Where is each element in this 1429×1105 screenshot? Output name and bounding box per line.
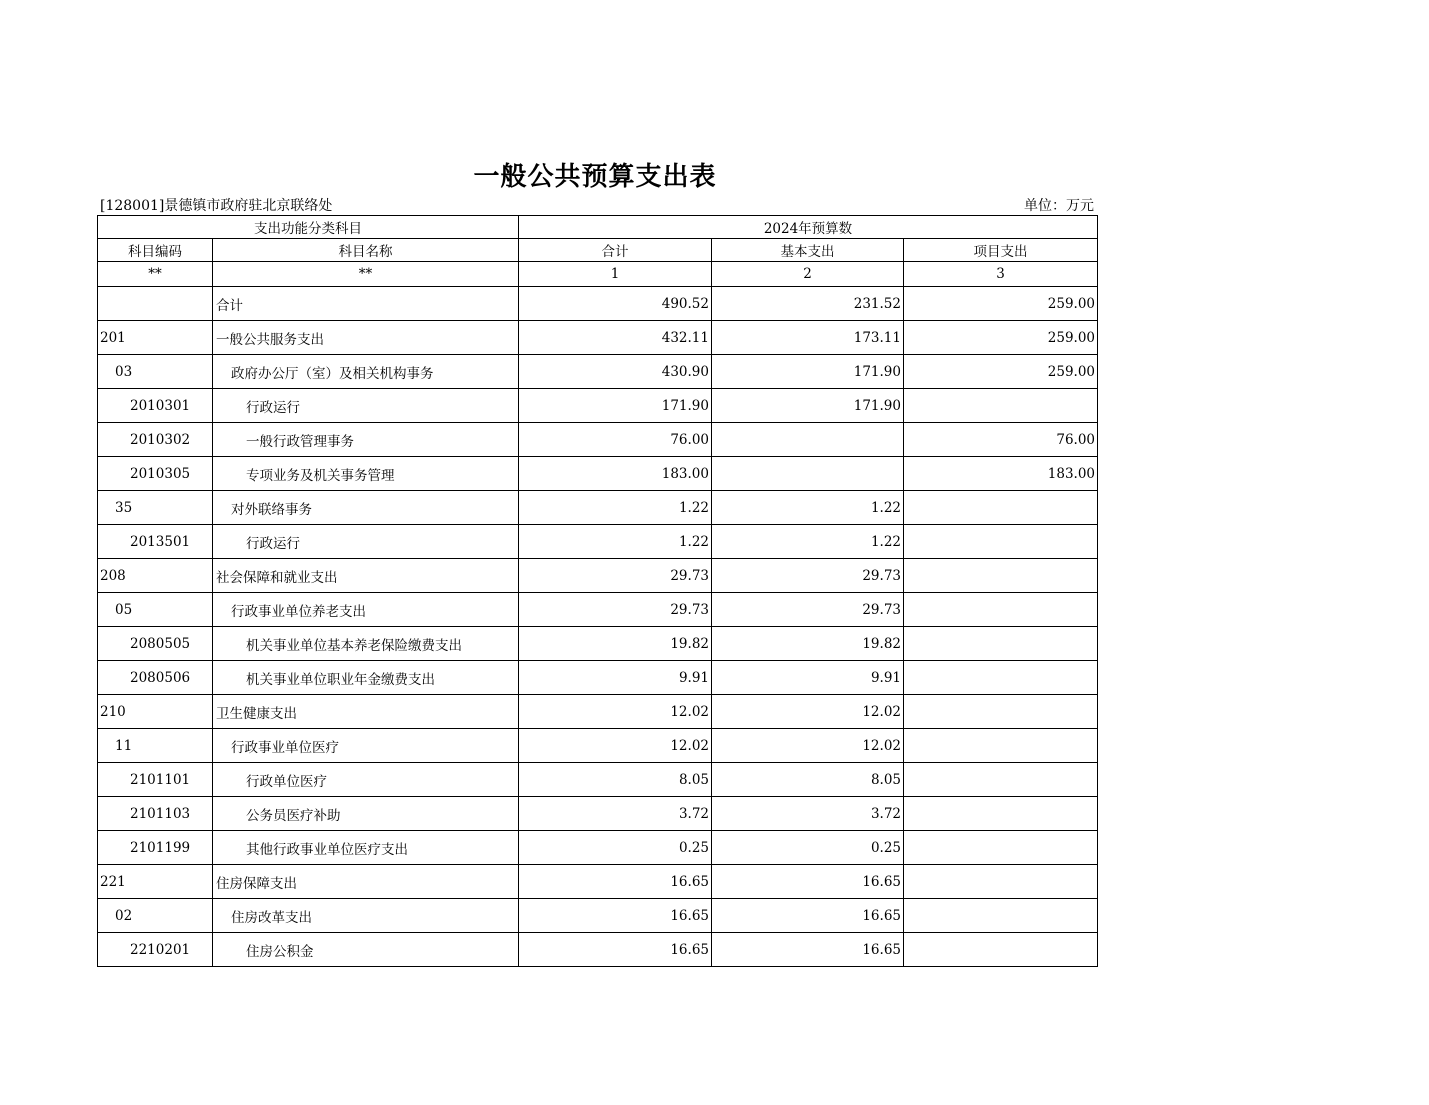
cell-project: 183.00 — [904, 457, 1098, 491]
cell-basic: 29.73 — [712, 559, 904, 593]
cell-basic: 19.82 — [712, 627, 904, 661]
cell-name: 社会保障和就业支出 — [213, 559, 519, 593]
cell-code: 201 — [98, 321, 213, 355]
cell-total: 0.25 — [519, 831, 712, 865]
unit-label: 单位：万元 — [1024, 198, 1094, 214]
cell-code: 2101101 — [98, 763, 213, 797]
cell-basic: 171.90 — [712, 355, 904, 389]
table-row — [98, 933, 1098, 967]
cell-project — [904, 831, 1098, 865]
cell-total: 29.73 — [519, 559, 712, 593]
cell-project: 259.00 — [904, 355, 1098, 389]
cell-name: 一般公共服务支出 — [213, 321, 519, 355]
header-index-row — [98, 262, 1098, 287]
cell-name: 其他行政事业单位医疗支出 — [213, 831, 519, 865]
cell-total: 29.73 — [519, 593, 712, 627]
table-row — [98, 457, 1098, 491]
cell-code: 210 — [98, 695, 213, 729]
header-code: 科目编码 — [98, 239, 213, 262]
cell-basic: 171.90 — [712, 389, 904, 423]
cell-basic: 16.65 — [712, 899, 904, 933]
cell-basic — [712, 457, 904, 491]
cell-total: 183.00 — [519, 457, 712, 491]
table-row — [98, 865, 1098, 899]
cell-name: 行政运行 — [213, 525, 519, 559]
cell-project — [904, 933, 1098, 967]
index-code: ** — [98, 262, 213, 287]
cell-project — [904, 389, 1098, 423]
cell-total: 432.11 — [519, 321, 712, 355]
table-row — [98, 491, 1098, 525]
cell-code: 221 — [98, 865, 213, 899]
cell-name: 行政单位医疗 — [213, 763, 519, 797]
header-basic: 基本支出 — [712, 239, 904, 262]
index-project: 3 — [904, 262, 1098, 287]
cell-project — [904, 559, 1098, 593]
cell-name: 专项业务及机关事务管理 — [213, 457, 519, 491]
cell-project — [904, 899, 1098, 933]
cell-code: 2101103 — [98, 797, 213, 831]
cell-total: 16.65 — [519, 899, 712, 933]
cell-name: 机关事业单位基本养老保险缴费支出 — [213, 627, 519, 661]
cell-basic: 231.52 — [712, 287, 904, 321]
cell-total: 9.91 — [519, 661, 712, 695]
table-row — [98, 423, 1098, 457]
index-total: 1 — [519, 262, 712, 287]
cell-total: 76.00 — [519, 423, 712, 457]
cell-basic: 12.02 — [712, 695, 904, 729]
cell-code: 208 — [98, 559, 213, 593]
cell-code: 2080505 — [98, 627, 213, 661]
cell-basic — [712, 423, 904, 457]
cell-name: 住房改革支出 — [213, 899, 519, 933]
cell-project — [904, 525, 1098, 559]
cell-project — [904, 865, 1098, 899]
index-basic: 2 — [712, 262, 904, 287]
cell-total: 19.82 — [519, 627, 712, 661]
cell-total: 12.02 — [519, 729, 712, 763]
table-row — [98, 321, 1098, 355]
cell-code: 2010301 — [98, 389, 213, 423]
table-row — [98, 797, 1098, 831]
cell-total: 430.90 — [519, 355, 712, 389]
cell-code: 02 — [98, 899, 213, 933]
cell-name: 对外联络事务 — [213, 491, 519, 525]
cell-code: 2010305 — [98, 457, 213, 491]
budget-table — [97, 215, 1098, 967]
cell-basic: 12.02 — [712, 729, 904, 763]
cell-total: 16.65 — [519, 865, 712, 899]
cell-project — [904, 661, 1098, 695]
header-column-row — [98, 239, 1098, 262]
cell-name: 政府办公厅（室）及相关机构事务 — [213, 355, 519, 389]
cell-total: 171.90 — [519, 389, 712, 423]
cell-project: 259.00 — [904, 287, 1098, 321]
cell-code: 2013501 — [98, 525, 213, 559]
table-row — [98, 729, 1098, 763]
cell-name: 卫生健康支出 — [213, 695, 519, 729]
cell-name: 住房保障支出 — [213, 865, 519, 899]
cell-basic: 29.73 — [712, 593, 904, 627]
cell-name: 机关事业单位职业年金缴费支出 — [213, 661, 519, 695]
page-title: 一般公共预算支出表 — [473, 162, 717, 192]
cell-project — [904, 763, 1098, 797]
index-name: ** — [213, 262, 519, 287]
table-row — [98, 525, 1098, 559]
table-row — [98, 627, 1098, 661]
cell-project — [904, 627, 1098, 661]
table-row — [98, 763, 1098, 797]
cell-basic: 8.05 — [712, 763, 904, 797]
cell-project — [904, 729, 1098, 763]
cell-basic: 16.65 — [712, 865, 904, 899]
cell-code: 2010302 — [98, 423, 213, 457]
cell-basic: 173.11 — [712, 321, 904, 355]
cell-code: 2101199 — [98, 831, 213, 865]
cell-total: 12.02 — [519, 695, 712, 729]
table-row — [98, 831, 1098, 865]
table-row — [98, 661, 1098, 695]
cell-basic: 1.22 — [712, 525, 904, 559]
cell-code — [98, 287, 213, 321]
cell-code: 35 — [98, 491, 213, 525]
cell-total: 490.52 — [519, 287, 712, 321]
cell-code: 2210201 — [98, 933, 213, 967]
header-name: 科目名称 — [213, 239, 519, 262]
cell-basic: 16.65 — [712, 933, 904, 967]
table-row — [98, 899, 1098, 933]
cell-name: 行政运行 — [213, 389, 519, 423]
cell-code: 03 — [98, 355, 213, 389]
cell-project — [904, 593, 1098, 627]
cell-total: 8.05 — [519, 763, 712, 797]
cell-basic: 1.22 — [712, 491, 904, 525]
table-row — [98, 559, 1098, 593]
cell-project — [904, 695, 1098, 729]
cell-basic: 9.91 — [712, 661, 904, 695]
cell-name: 合计 — [213, 287, 519, 321]
table-row — [98, 389, 1098, 423]
cell-code: 2080506 — [98, 661, 213, 695]
table-row — [98, 287, 1098, 321]
organization-label: [128001]景德镇市政府驻北京联络处 — [100, 198, 333, 214]
table-row — [98, 695, 1098, 729]
cell-project: 259.00 — [904, 321, 1098, 355]
cell-project: 76.00 — [904, 423, 1098, 457]
cell-code: 05 — [98, 593, 213, 627]
cell-name: 公务员医疗补助 — [213, 797, 519, 831]
cell-total: 16.65 — [519, 933, 712, 967]
cell-total: 1.22 — [519, 525, 712, 559]
cell-total: 3.72 — [519, 797, 712, 831]
cell-basic: 0.25 — [712, 831, 904, 865]
cell-basic: 3.72 — [712, 797, 904, 831]
header-project: 项目支出 — [904, 239, 1098, 262]
cell-project — [904, 491, 1098, 525]
cell-name: 住房公积金 — [213, 933, 519, 967]
header-budget-year: 2024年预算数 — [519, 216, 1098, 239]
header-function-category: 支出功能分类科目 — [98, 216, 519, 239]
header-group-row — [98, 216, 1098, 239]
table-row — [98, 355, 1098, 389]
cell-total: 1.22 — [519, 491, 712, 525]
cell-project — [904, 797, 1098, 831]
cell-name: 行政事业单位养老支出 — [213, 593, 519, 627]
cell-name: 行政事业单位医疗 — [213, 729, 519, 763]
table-row — [98, 593, 1098, 627]
header-total: 合计 — [519, 239, 712, 262]
cell-name: 一般行政管理事务 — [213, 423, 519, 457]
cell-code: 11 — [98, 729, 213, 763]
